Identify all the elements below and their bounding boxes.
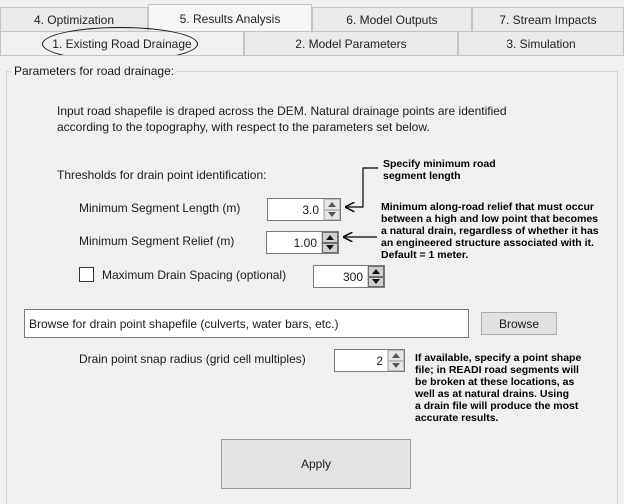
tab-label: 3. Simulation	[506, 37, 576, 51]
arrow-up-icon	[328, 202, 336, 207]
tab-row-back	[0, 7, 624, 32]
tab-results-analysis[interactable]	[148, 4, 312, 32]
arrow-up-icon	[392, 353, 400, 358]
min-segment-length-stepper[interactable]	[267, 198, 341, 221]
thresholds-heading: Thresholds for drain point identification:	[57, 168, 267, 182]
annotation-line: Default = 1 meter.	[381, 249, 469, 261]
min-segment-relief-stepper[interactable]	[266, 231, 339, 254]
snap-radius-label: Drain point snap radius (grid cell multiples)	[79, 352, 306, 366]
arrow-down-icon	[392, 363, 400, 368]
tab-label: 7. Stream Impacts	[499, 13, 597, 27]
min-segment-relief-label: Minimum Segment Relief (m)	[79, 234, 235, 248]
intro-text-line1: Input road shapefile is draped across the DEM. Natural drainage points are identified	[57, 104, 507, 118]
annotation-line: be broken at these locations, as	[415, 376, 575, 388]
snap-radius-spinner[interactable]	[387, 350, 404, 371]
tab-label: 1. Existing Road Drainage	[52, 37, 192, 51]
annotation-line: an engineered structure associated with it.	[381, 237, 594, 249]
annotation-line: a natural drain, regardless of whether it has	[381, 225, 599, 237]
spin-down-button[interactable]	[368, 277, 384, 288]
arrow-up-icon	[326, 235, 334, 240]
spin-up-button[interactable]	[388, 350, 404, 361]
tab-label: 5. Results Analysis	[179, 11, 281, 26]
tab-row-front	[0, 31, 624, 56]
spin-down-button[interactable]	[322, 243, 338, 254]
tab-stream-impacts[interactable]	[472, 7, 624, 32]
apply-button[interactable]: Apply	[221, 439, 411, 489]
max-drain-spacing-checkbox[interactable]	[79, 267, 94, 282]
max-drain-spacing-label: Maximum Drain Spacing (optional)	[102, 268, 287, 282]
max-drain-spacing-spinner[interactable]	[367, 266, 384, 287]
min-segment-length-spinner[interactable]	[323, 199, 340, 220]
arrow-down-icon	[326, 245, 334, 250]
spin-down-button[interactable]	[324, 210, 340, 221]
tab-label: 2. Model Parameters	[295, 37, 407, 51]
intro-text-line2: according to the topography, with respect to the parameters set below.	[57, 120, 430, 134]
min-segment-relief-spinner[interactable]	[321, 232, 338, 253]
annotation-line: file; in READI road segments will	[415, 364, 579, 376]
snap-radius-value[interactable]: 2	[376, 353, 383, 368]
max-drain-spacing-value[interactable]: 300	[342, 269, 363, 284]
tab-model-parameters[interactable]	[244, 31, 458, 56]
spin-down-button[interactable]	[388, 361, 404, 372]
tab-optimization[interactable]	[0, 7, 148, 32]
annotation-segment-relief	[381, 201, 599, 261]
annotation-line: well as at natural drains. Using	[415, 388, 570, 400]
annotation-line: If available, specify a point shape	[415, 352, 582, 364]
arrow-down-icon	[328, 212, 336, 217]
browse-button[interactable]: Browse	[481, 312, 557, 335]
arrow-down-icon	[372, 279, 380, 284]
min-segment-length-label: Minimum Segment Length (m)	[79, 201, 241, 215]
annotation-drain-file	[415, 352, 581, 424]
spin-up-button[interactable]	[368, 266, 384, 277]
drain-shapefile-path-input[interactable]: Browse for drain point shapefile (culverts, water bars, etc.)	[24, 309, 469, 338]
min-segment-relief-value[interactable]: 1.00	[293, 235, 317, 250]
tab-existing-road-drainage[interactable]	[0, 31, 244, 56]
annotation-segment-length	[383, 158, 496, 182]
spin-up-button[interactable]	[324, 199, 340, 210]
arrow-up-icon	[372, 269, 380, 274]
min-segment-length-value[interactable]: 3.0	[302, 202, 319, 217]
group-title: Parameters for road drainage:	[14, 64, 175, 78]
annotation-line: Minimum along-road relief that must occur	[381, 201, 594, 213]
tab-label: 4. Optimization	[33, 13, 115, 27]
annotation-line: Specify minimum road	[383, 158, 496, 170]
snap-radius-stepper[interactable]	[334, 349, 405, 372]
tab-label: 6. Model Outputs	[346, 13, 438, 27]
max-drain-spacing-stepper[interactable]	[313, 265, 385, 288]
tab-model-outputs[interactable]	[312, 7, 472, 32]
annotation-line: segment length	[383, 170, 461, 182]
annotation-line: between a high and low point that becomes	[381, 213, 599, 225]
annotation-line: accurate results.	[415, 412, 499, 424]
annotation-line: a drain file will produce the most	[415, 400, 579, 412]
spin-up-button[interactable]	[322, 232, 338, 243]
tab-simulation[interactable]	[458, 31, 624, 56]
